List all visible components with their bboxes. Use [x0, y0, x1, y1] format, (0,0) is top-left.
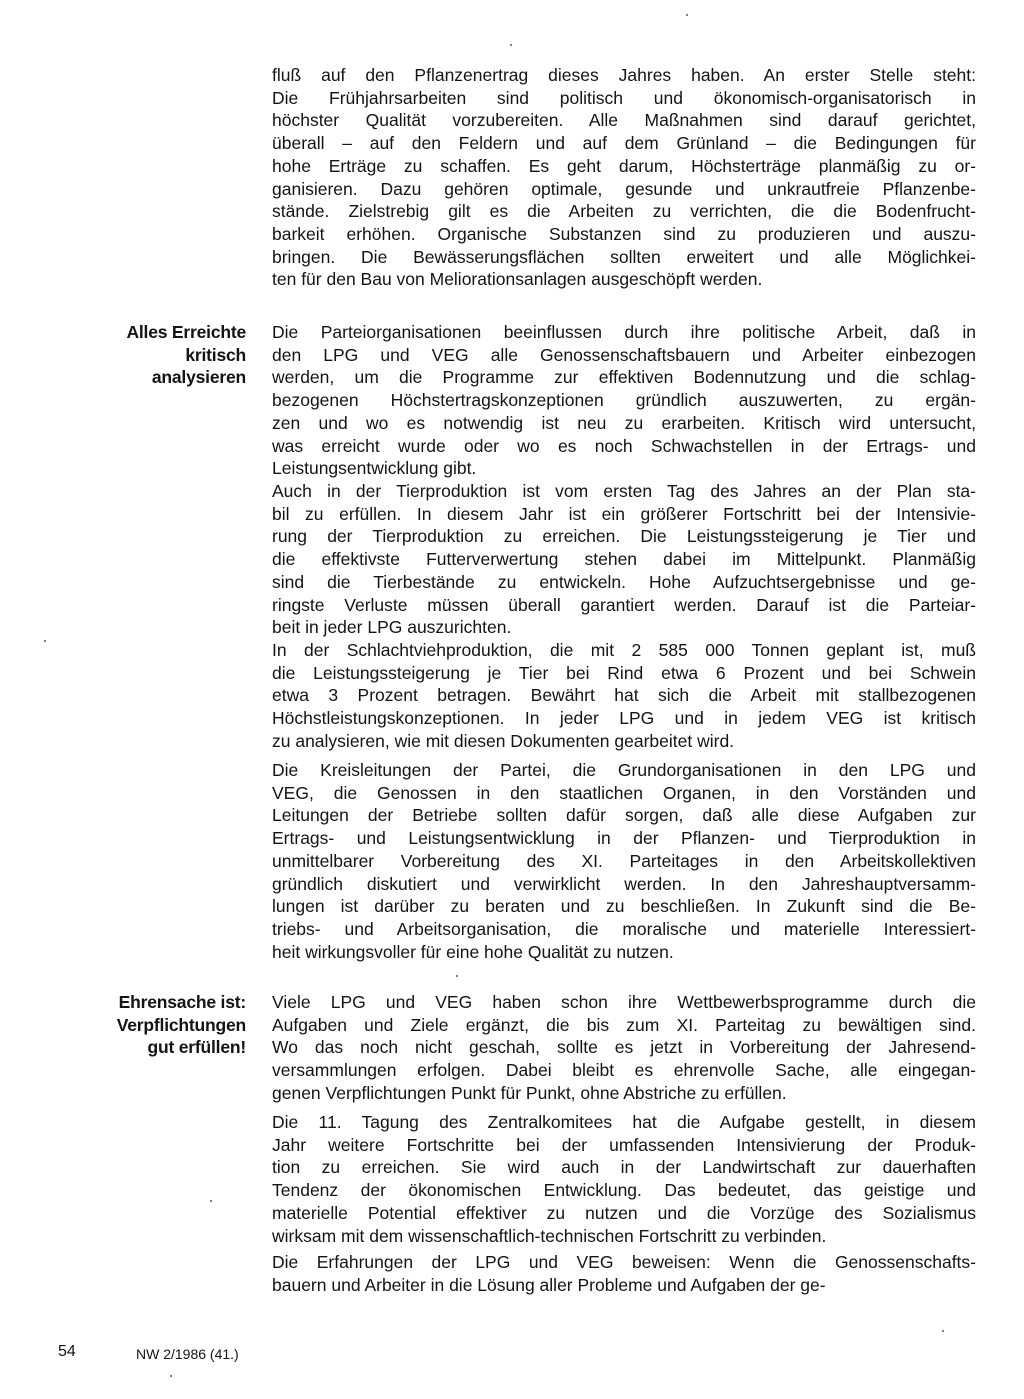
text-line: fluß auf den Pflanzenertrag dieses Jahres haben. An erster Stelle steht:: [272, 65, 976, 85]
text-line: zen und wo es notwendig ist neu zu erarbeiten. Kritisch wird untersucht,: [272, 412, 976, 433]
text-line: Die Parteiorganisationen beeinflussen durch ihre politische Arbeit, daß in: [272, 322, 976, 342]
text-line: bringen. Die Bewässerungsflächen sollten erweitert und alle Möglichkei-: [272, 246, 976, 267]
text-line: ganisieren. Dazu gehören optimale, gesunde und unkrautfreie Pflanzenbe-: [272, 178, 976, 199]
text-line: die Leistungssteigerung je Tier bei Rind etwa 6 Prozent und bei Schwein: [272, 662, 976, 683]
text-line: sind die Tierbestände zu entwickeln. Hohe Aufzuchtsergebnisse und ge-: [272, 571, 976, 592]
text-line: In der Schlachtviehproduktion, die mit 2 585 000 Tonnen geplant ist, muß: [272, 640, 976, 660]
scan-speck: [510, 44, 512, 46]
text-line: materielle Potential effektiver zu nutzen und die Vorzüge des Sozialismus: [272, 1202, 976, 1223]
margin-heading-line: analysieren: [151, 367, 246, 388]
text-line: bauern und Arbeiter in die Lösung aller Probleme und Aufgaben der ge-: [272, 1274, 826, 1295]
text-line: tion zu erreichen. Sie wird auch in der Landwirtschaft zur dauerhaften: [272, 1157, 976, 1178]
text-line: die effektivste Futterverwertung stehen dabei im Mittelpunkt. Planmäßig: [272, 549, 976, 570]
scan-speck: [686, 14, 688, 16]
text-line: Viele LPG und VEG haben schon ihre Wettbewerbsprogramme durch die: [272, 992, 976, 1012]
text-line: ringste Verluste müssen überall garantiert werden. Darauf ist die Parteiar-: [272, 594, 976, 615]
text-line: Die 11. Tagung des Zentralkomitees hat die Aufgabe gestellt, in diesem: [272, 1112, 976, 1132]
page-number: 54: [58, 1343, 76, 1360]
text-line: bezogenen Höchstertragskonzeptionen gründlich auszuwerten, zu ergän-: [272, 390, 976, 411]
text-line: den LPG und VEG alle Genossenschaftsbauern und Arbeiter einbezogen: [272, 344, 976, 365]
text-line: Ertrags- und Leistungsentwicklung in der Pflanzen- und Tierproduktion in: [272, 828, 976, 849]
text-line: versammlungen erfolgen. Dabei bleibt es ehrenvolle Sache, alle eingegan-: [272, 1060, 976, 1081]
text-line: Aufgaben und Ziele ergänzt, die bis zum XI. Parteitag zu bewältigen sind.: [272, 1014, 976, 1035]
scan-speck: [456, 975, 458, 977]
margin-heading-line: Ehrensache ist:: [118, 992, 246, 1012]
scan-speck: [210, 1200, 212, 1202]
text-line: etwa 3 Prozent betragen. Bewährt hat sich die Arbeit mit stallbezogenen: [272, 685, 976, 706]
margin-heading-line: Alles Erreichte: [126, 322, 246, 342]
text-line: wirksam mit dem wissenschaftlich-technischen Fortschritt zu verbinden.: [272, 1225, 827, 1246]
text-line: ten für den Bau von Meliorationsanlagen ausgeschöpft werden.: [272, 269, 763, 290]
text-line: Leitungen der Betriebe sollten dafür sorgen, daß alle diese Aufgaben zur: [272, 805, 976, 826]
text-line: Leistungsentwicklung gibt.: [272, 458, 477, 479]
text-line: Tendenz der ökonomischen Entwicklung. Das bedeutet, das geistige und: [272, 1180, 976, 1201]
text-line: Die Kreisleitungen der Partei, die Grundorganisationen in den LPG und: [272, 760, 976, 780]
text-line: barkeit erhöhen. Organische Substanzen sind zu produzieren und auszu-: [272, 223, 976, 244]
text-line: Höchstleistungskonzeptionen. In jeder LPG und in jedem VEG ist kritisch: [272, 708, 976, 729]
text-line: Die Erfahrungen der LPG und VEG beweisen: Wenn die Genossenschafts-: [272, 1252, 976, 1272]
text-line: triebs- und Arbeitsorganisation, die moralische und materielle Interessiert-: [272, 918, 976, 939]
text-line: VEG, die Genossen in den staatlichen Organen, in den Vorständen und: [272, 782, 976, 803]
text-line: gründlich diskutiert und verwirklicht werden. In den Jahreshauptversamm-: [272, 873, 976, 894]
text-line: Die Frühjahrsarbeiten sind politisch und ökonomisch-organisatorisch in: [272, 87, 976, 108]
text-line: Wo das noch nicht geschah, sollte es jetzt in Vorbereitung der Jahresend-: [272, 1037, 976, 1058]
text-line: bil zu erfüllen. In diesem Jahr ist ein größerer Fortschritt bei der Intensivie-: [272, 503, 976, 524]
text-line: hohe Erträge zu schaffen. Es geht darum, Höchsterträge planmäßig zu or-: [272, 155, 976, 176]
margin-heading-line: Verpflichtungen: [116, 1014, 246, 1035]
scan-speck: [170, 1375, 172, 1377]
text-line: Auch in der Tierproduktion ist vom ersten Tag des Jahres an der Plan sta-: [272, 481, 976, 501]
text-line: Jahr weitere Fortschritte bei der umfassenden Intensivierung der Produk-: [272, 1134, 976, 1155]
margin-heading-line: gut erfüllen!: [147, 1037, 246, 1058]
text-line: höchster Qualität vorzubereiten. Alle Maßnahmen sind darauf gerichtet,: [272, 110, 976, 131]
text-line: heit wirkungsvoller für eine hohe Qualität zu nutzen.: [272, 941, 674, 962]
text-line: werden, um die Programme zur effektiven Bodennutzung und die schlag-: [272, 367, 976, 388]
source-citation: NW 2/1986 (41.): [136, 1346, 239, 1362]
text-line: unmittelbarer Vorbereitung des XI. Parteitages in den Arbeitskollektiven: [272, 850, 976, 871]
text-line: stände. Zielstrebig gilt es die Arbeiten zu verrichten, die die Bodenfrucht-: [272, 201, 976, 222]
text-line: beit in jeder LPG auszurichten.: [272, 617, 512, 638]
text-line: rung der Tierproduktion zu erreichen. Die Leistungssteigerung je Tier und: [272, 526, 976, 547]
text-line: genen Verpflichtungen Punkt für Punkt, ohne Abstriche zu erfüllen.: [272, 1082, 787, 1103]
scan-speck: [44, 640, 46, 642]
text-line: lungen ist darüber zu beraten und zu beschließen. In Zukunft sind die Be-: [272, 896, 976, 917]
text-line: was erreicht wurde oder wo es noch Schwachstellen in der Ertrags- und: [272, 435, 976, 456]
margin-heading-line: kritisch: [185, 344, 246, 365]
text-line: überall – auf den Feldern und auf dem Grünland – die Bedingungen für: [272, 133, 976, 154]
scan-speck: [942, 1330, 944, 1332]
text-line: zu analysieren, wie mit diesen Dokumenten gearbeitet wird.: [272, 730, 735, 751]
